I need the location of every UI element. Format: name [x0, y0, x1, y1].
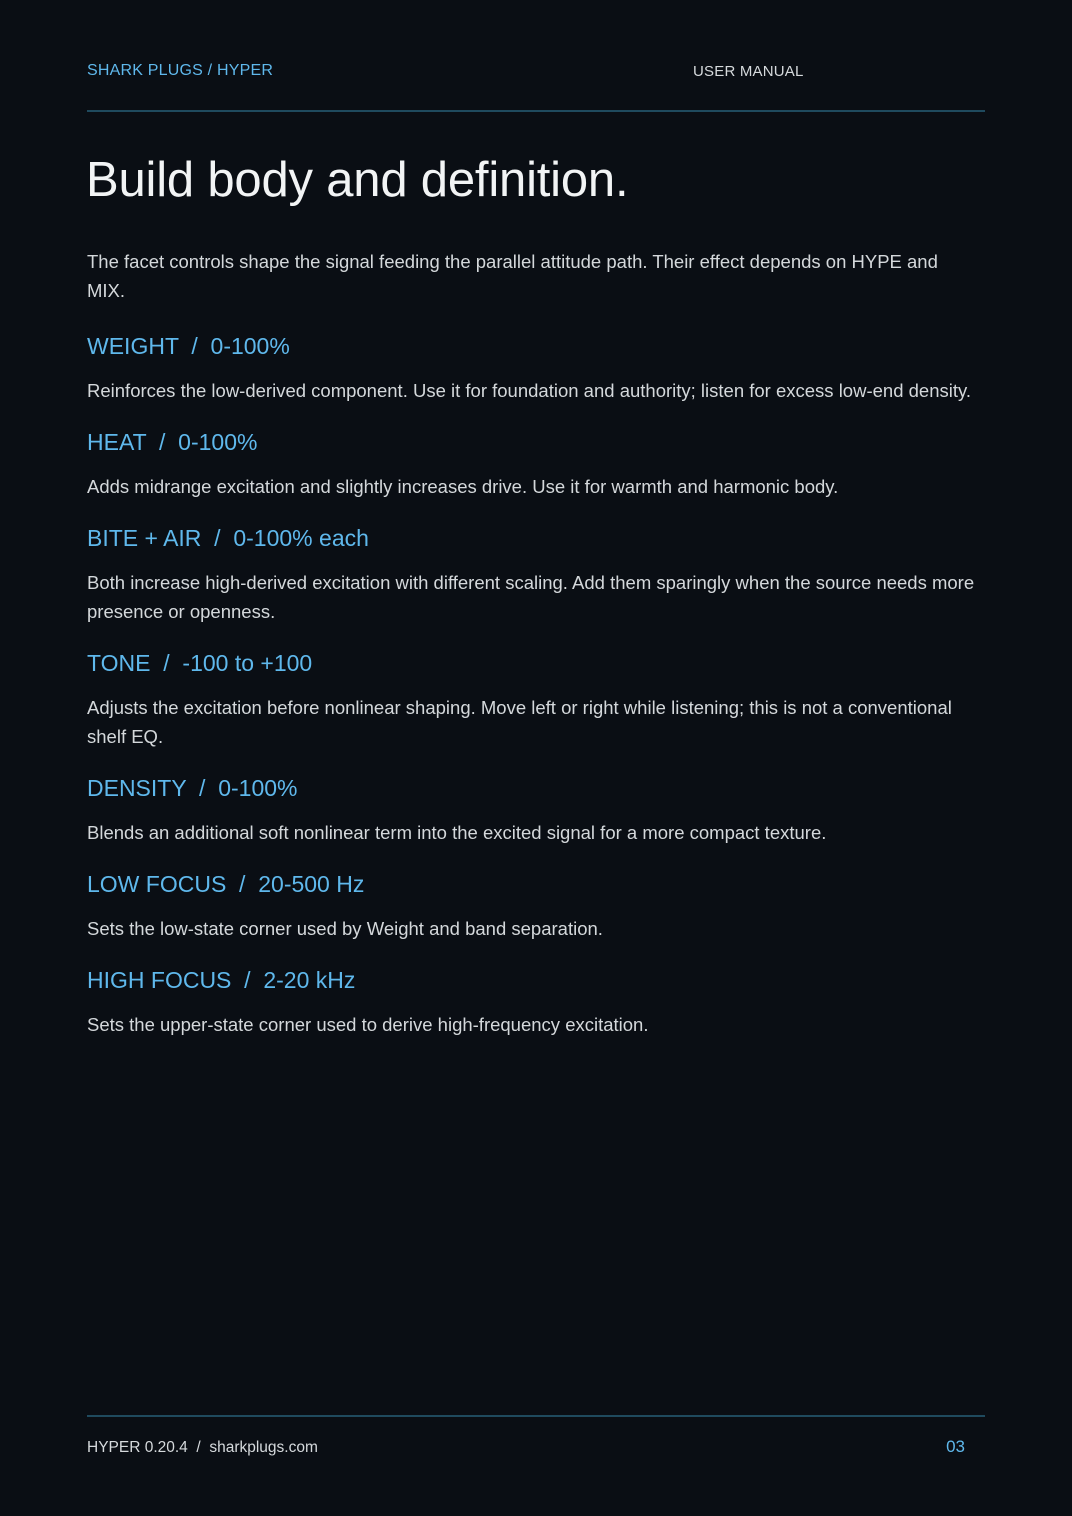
section-tone: [87, 648, 977, 751]
section-heading: DENSITY / 0-100%: [87, 775, 298, 801]
section-body: Blends an additional soft nonlinear term into the excited signal for a more compact texture.: [87, 822, 827, 843]
section-high-focus: [87, 965, 977, 1039]
footer-version-site: HYPER 0.20.4 / sharkplugs.com: [87, 1439, 318, 1456]
section-heading: BITE + AIR / 0-100% each: [87, 525, 369, 551]
section-bite-air: [87, 523, 977, 626]
section-body: Reinforces the low-derived component. Use it for foundation and authority; listen for excess low-end density.: [87, 380, 972, 401]
section-body: Both increase high-derived excitation with different scaling. Add them sparingly when the source needs more presence or openness.: [87, 572, 975, 622]
section-heat: [87, 427, 977, 501]
section-body: Adjusts the excitation before nonlinear shaping. Move left or right while listening; this is not a conventional shelf EQ.: [87, 697, 952, 747]
header-brand: SHARK PLUGS / HYPER: [87, 62, 274, 79]
page-footer: [87, 1436, 965, 1460]
section-body: Sets the low-state corner used by Weight and band separation.: [87, 918, 603, 939]
header-divider: [87, 110, 985, 112]
section-heading: WEIGHT / 0-100%: [87, 333, 290, 359]
page-title: Build body and definition.: [86, 153, 629, 207]
page-content: [87, 247, 977, 1061]
page-header: [87, 62, 985, 86]
section-density: [87, 773, 977, 847]
section-low-focus: [87, 869, 977, 943]
section-heading: TONE / -100 to +100: [87, 650, 313, 676]
section-heading: HEAT / 0-100%: [87, 429, 258, 455]
section-weight: [87, 331, 977, 405]
footer-divider: [87, 1415, 985, 1417]
section-body: Adds midrange excitation and slightly increases drive. Use it for warmth and harmonic body.: [87, 476, 839, 497]
header-doc-type: USER MANUAL: [693, 63, 804, 80]
section-heading: HIGH FOCUS / 2-20 kHz: [87, 967, 356, 993]
section-body: Sets the upper-state corner used to derive high-frequency excitation.: [87, 1014, 649, 1035]
section-heading: LOW FOCUS / 20-500 Hz: [87, 871, 365, 897]
intro-paragraph: The facet controls shape the signal feeding the parallel attitude path. Their effect depends on HYPE and MIX.: [87, 251, 938, 301]
page-number: 03: [946, 1437, 965, 1456]
